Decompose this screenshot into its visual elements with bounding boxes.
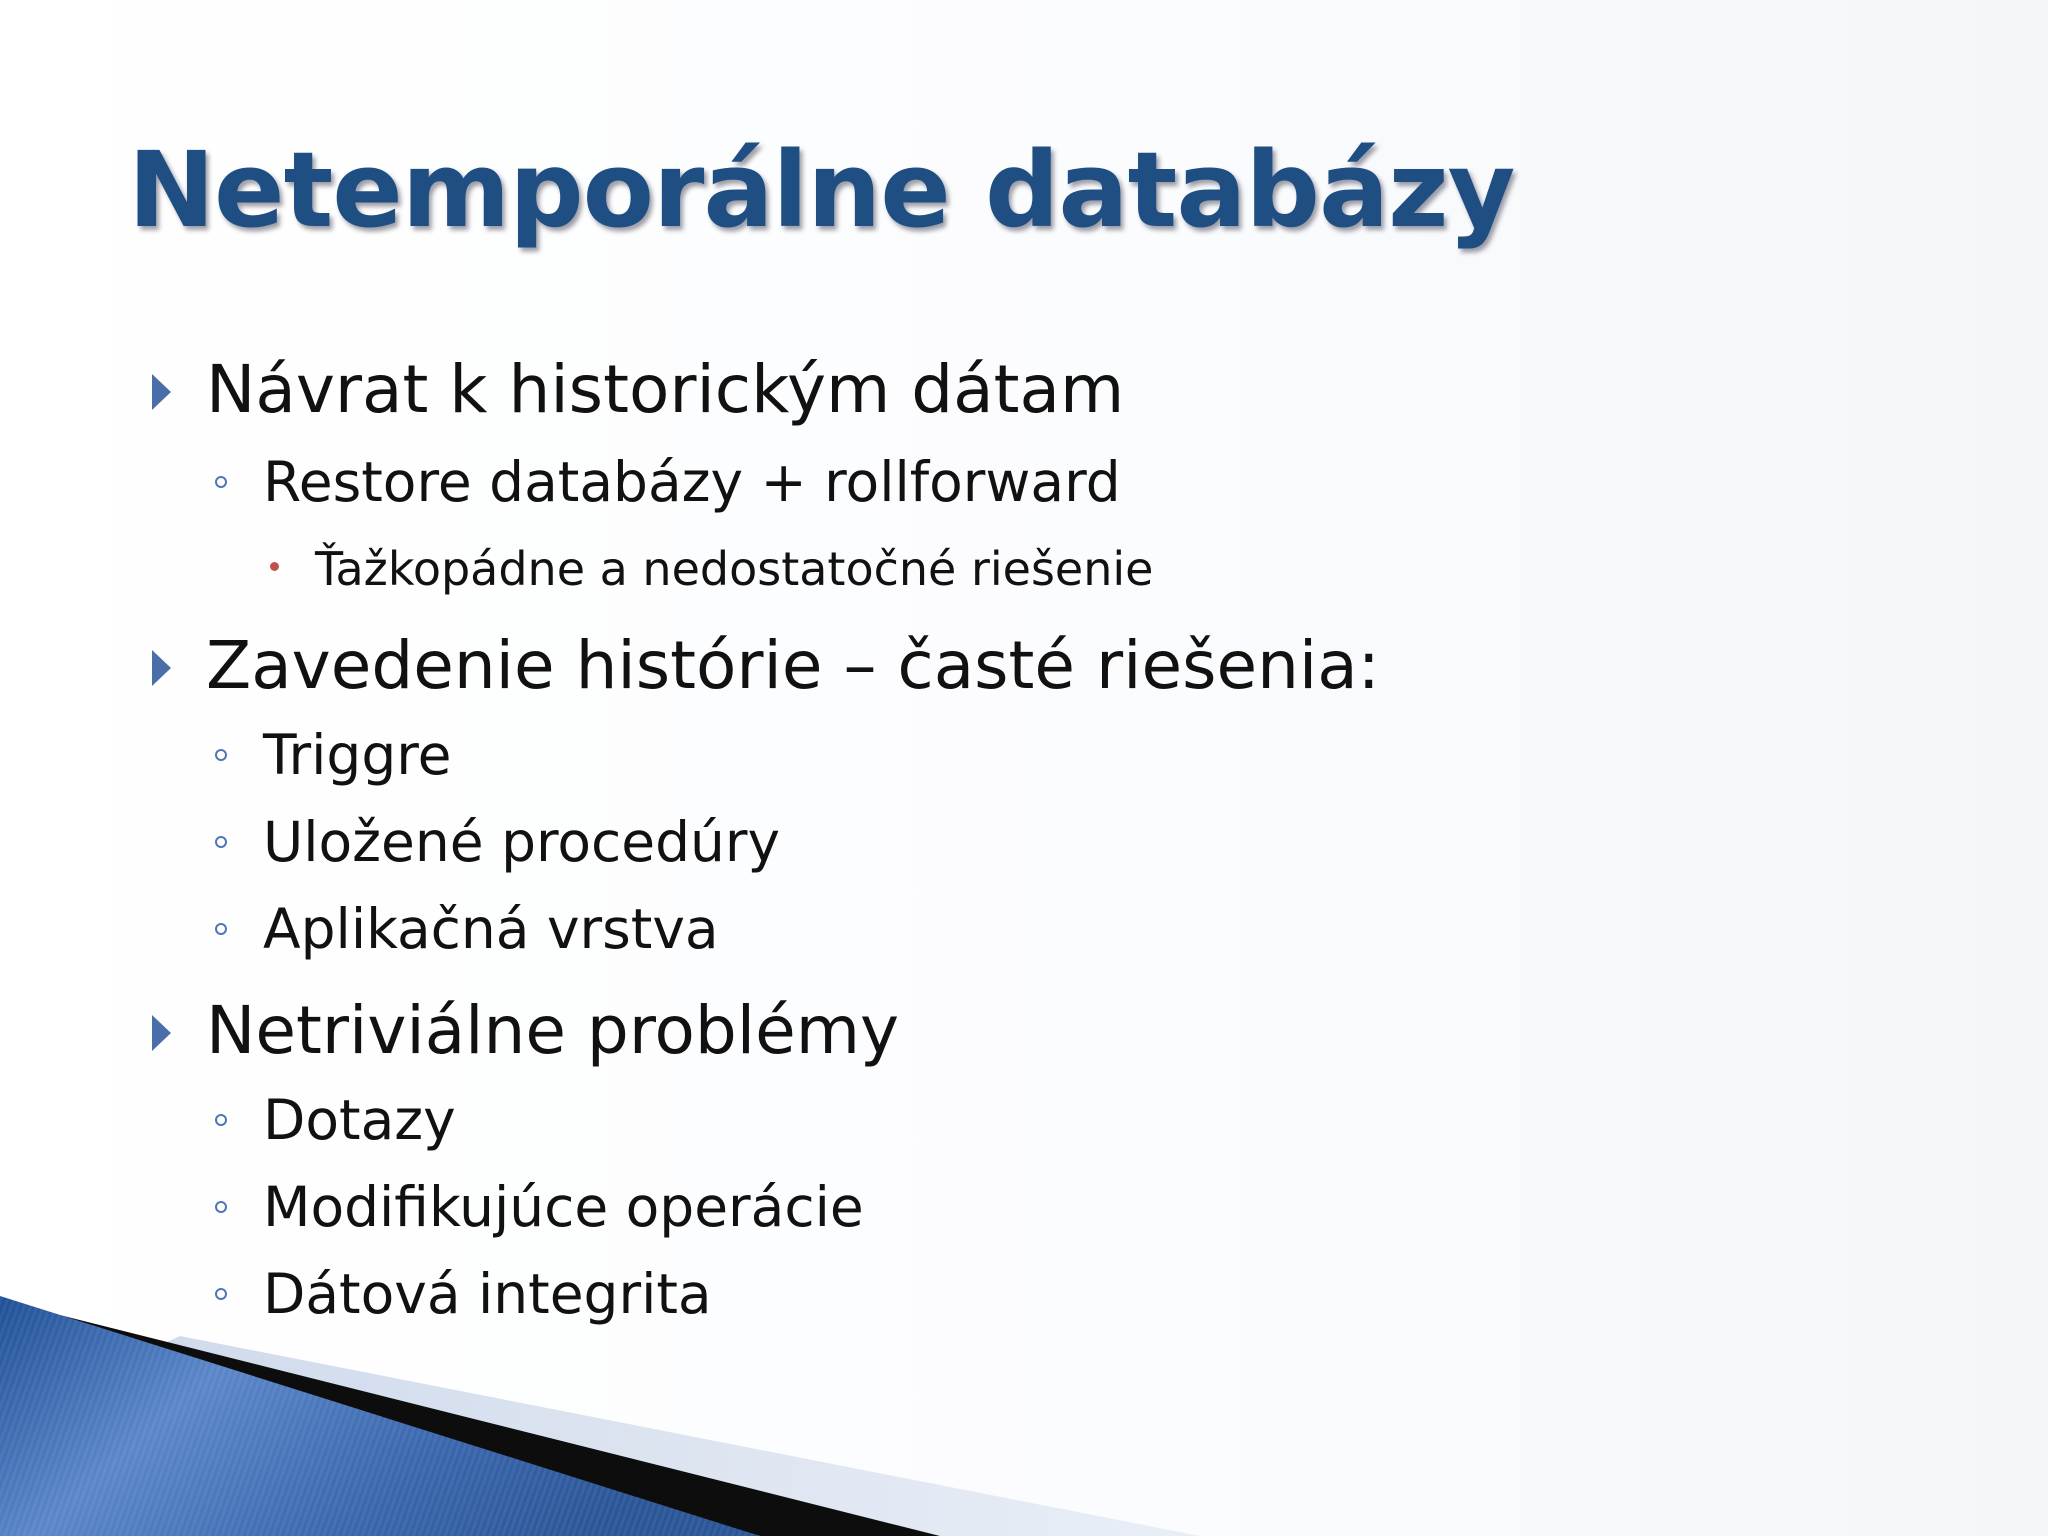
bullet-item-level2: Triggre — [263, 723, 452, 787]
bullet-item-level2: Dátová integrita — [263, 1262, 712, 1326]
bullet-item-level1: Zavedenie histórie – časté riešenia: — [206, 627, 1380, 704]
bullet-item-level2: Modifikujúce operácie — [263, 1175, 864, 1239]
bullet-item-level1: Návrat k historickým dátam — [206, 351, 1125, 428]
bullet-item-level2: Aplikačná vrstva — [263, 897, 719, 961]
bullet-item-level2: Restore databázy + rollforward — [263, 450, 1121, 514]
bullet-item-level2: Dotazy — [263, 1088, 456, 1152]
slide-title: Netemporálne databázy — [128, 129, 1515, 251]
bullet-item-level2: Uložené procedúry — [263, 810, 781, 874]
bullet-item-level3: Ťažkopádne a nedostatočné riešenie — [315, 542, 1154, 596]
bullet-item-level1: Netriviálne problémy — [206, 992, 900, 1069]
